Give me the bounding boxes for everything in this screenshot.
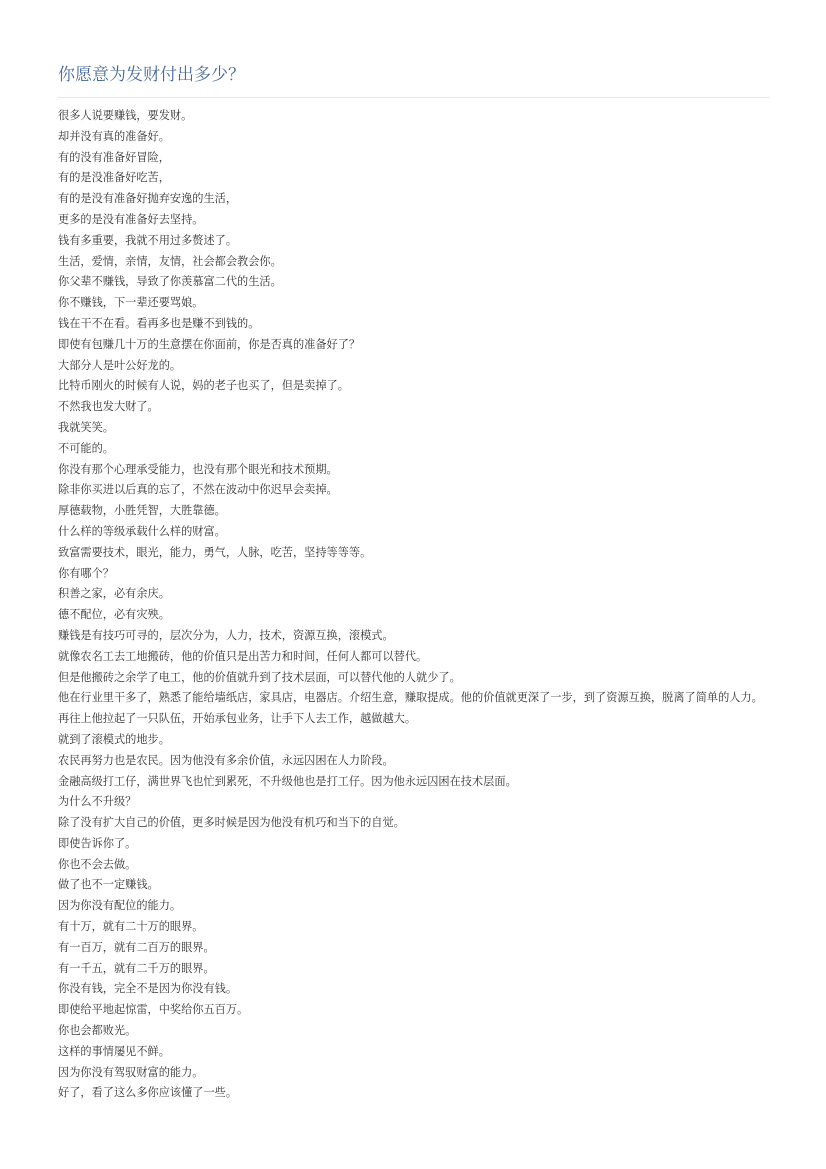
paragraph-line: 不然我也发大财了。 xyxy=(58,400,159,414)
paragraph-line: 有的没有准备好冒险， xyxy=(58,150,170,164)
article xyxy=(58,62,770,1104)
paragraph-line: 你有哪个？ xyxy=(58,566,114,580)
paragraph-line: 你没有那个心理承受能力，也没有那个眼光和技术预期。 xyxy=(58,462,338,476)
paragraph-line: 有的是没有准备好抛弃安逸的生活， xyxy=(58,192,238,206)
paragraph-line: 致富需要技术，眼光，能力，勇气，人脉，吃苦，坚持等等等。 xyxy=(58,545,372,559)
paragraph-line: 这样的事情屡见不鲜。 xyxy=(58,1044,170,1058)
paragraph-line: 更多的是没有准备好去坚持。 xyxy=(58,212,204,226)
paragraph-line: 比特币刚火的时候有人说，妈的老子也买了，但是卖掉了。 xyxy=(58,379,349,393)
paragraph-line: 即使告诉你了。 xyxy=(58,836,137,850)
paragraph-line: 大部分人是叶公好龙的。 xyxy=(58,358,182,372)
paragraph-line: 除非你买进以后真的忘了，不然在波动中你迟早会卖掉。 xyxy=(58,483,338,497)
paragraph-line: 就像农名工去工地搬砖，他的价值只是出苦力和时间，任何人都可以替代。 xyxy=(58,649,428,663)
paragraph-line: 即使给平地起惊雷，中奖给你五百万。 xyxy=(58,1003,249,1017)
paragraph-line: 却并没有真的准备好。 xyxy=(58,129,170,143)
paragraph-line: 你不赚钱，下一辈还要骂娘。 xyxy=(58,296,204,310)
paragraph-line: 我就笑笑。 xyxy=(58,420,114,434)
paragraph-line: 不可能的。 xyxy=(58,441,114,455)
paragraph-line: 你没有钱，完全不是因为你没有钱。 xyxy=(58,982,238,996)
paragraph-line: 德不配位，必有灾殃。 xyxy=(58,608,170,622)
paragraph-line: 有的是没准备好吃苦， xyxy=(58,171,170,185)
paragraph-line: 生活，爱情，亲情，友情，社会都会教会你。 xyxy=(58,254,282,268)
paragraph-line: 你也会都败光。 xyxy=(58,1024,137,1038)
paragraph-line: 就到了滚模式的地步。 xyxy=(58,732,170,746)
paragraph-line: 再往上他拉起了一只队伍，开始承包业务，让手下人去工作，越做越大。 xyxy=(58,712,417,726)
paragraph-line: 但是他搬砖之余学了电工，他的价值就升到了技术层面，可以替代他的人就少了。 xyxy=(58,670,461,684)
paragraph-line: 你也不会去做。 xyxy=(58,857,137,871)
paragraph-line: 钱在干不在看。看再多也是赚不到钱的。 xyxy=(58,316,260,330)
paragraph-line: 什么样的等级承载什么样的财富。 xyxy=(58,524,226,538)
paragraph-line: 你父辈不赚钱，导致了你羡慕富二代的生活。 xyxy=(58,275,282,289)
paragraph-line: 有十万，就有二十万的眼界。 xyxy=(58,920,204,934)
paragraph-line: 厚德载物，小胜凭智，大胜靠德。 xyxy=(58,504,226,518)
paragraph-line: 因为你没有驾驭财富的能力。 xyxy=(58,1065,204,1079)
paragraph-line: 有一百万，就有二百万的眼界。 xyxy=(58,940,215,954)
paragraph-line: 因为你没有配位的能力。 xyxy=(58,899,182,913)
paragraph-line: 做了也不一定赚钱。 xyxy=(58,878,159,892)
paragraph-line: 金融高级打工仔，满世界飞也忙到累死，不升级他也是打工仔。因为他永远囚困在技术层面。 xyxy=(58,774,517,788)
paragraph-line: 除了没有扩大自己的价值，更多时候是因为他没有机巧和当下的自觉。 xyxy=(58,816,405,830)
paragraph-line: 积善之家，必有余庆。 xyxy=(58,587,170,601)
paragraph-line: 很多人说要赚钱，要发财。 xyxy=(58,109,193,122)
paragraph-line: 有一千五，就有二千万的眼界。 xyxy=(58,961,215,975)
paragraph-line: 钱有多重要，我就不用过多赘述了。 xyxy=(58,233,238,247)
paragraph-line: 他在行业里干多了，熟悉了能给墙纸店，家具店，电器店。介绍生意，赚取提成。他的价值就更深了一步，到了资源互换，脱离了简单的人力。 xyxy=(58,691,763,705)
paragraph-line: 为什么不升级？ xyxy=(58,795,137,809)
paragraph-line: 赚钱是有技巧可寻的，层次分为，人力，技术，资源互换，滚模式。 xyxy=(58,628,394,642)
paragraph-line: 即使有包赚几十万的生意摆在你面前，你是否真的准备好了？ xyxy=(58,337,361,351)
paragraph-line: 农民再努力也是农民。因为他没有多余价值，永远囚困在人力阶段。 xyxy=(58,753,394,767)
paragraph-line: 好了，看了这么多你应该懂了一些。 xyxy=(58,1086,238,1100)
article-title: 你愿意为发财付出多少？ xyxy=(58,62,770,98)
article-body xyxy=(58,106,770,1104)
